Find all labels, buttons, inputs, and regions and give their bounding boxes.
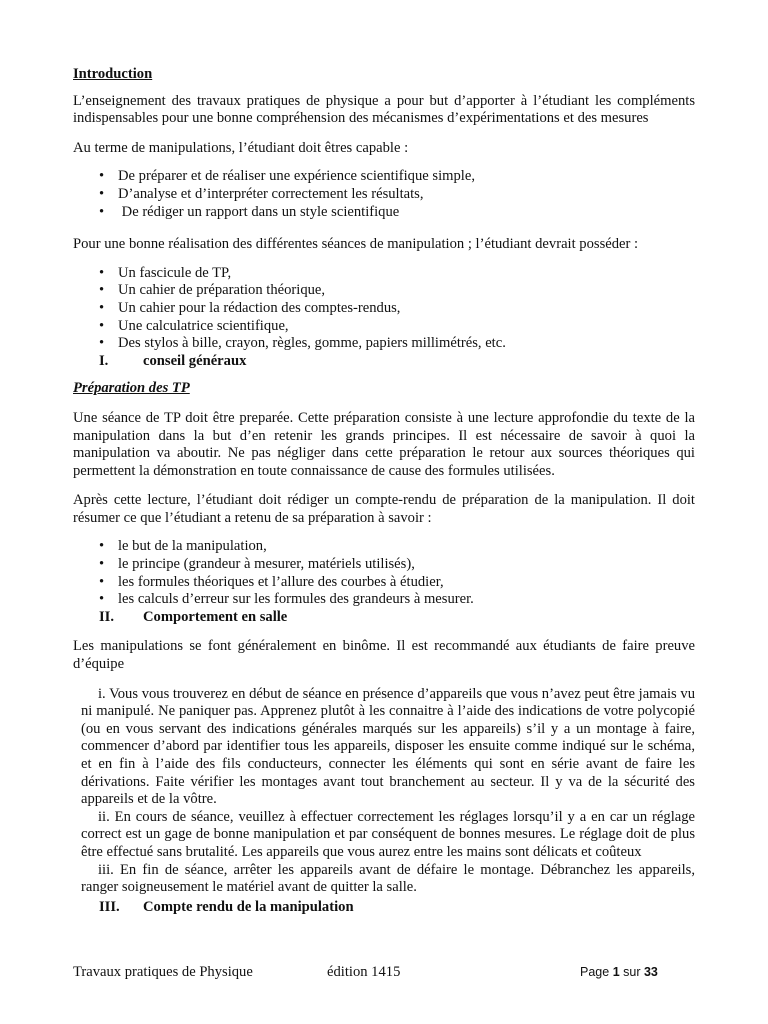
section-title: conseil généraux: [143, 352, 247, 369]
section-number: I.: [99, 352, 109, 369]
behaviour-item-2: ii. En cours de séance, veuillez à effectuer correctement les réglages lorsqu’il y a en car un réglage correct est un gage de bonne manipulation et par conséquent de bonnes mesures. Le réglage doit de plus être effectué sans brutalité. Les appareils que vous aurez entre les mains sont délicats et coûteux: [81, 808, 695, 860]
list-item: • les formules théoriques et l’allure des courbes à étudier,: [73, 574, 695, 592]
intro-heading: Introduction: [73, 66, 153, 82]
behaviour-item-3: iii. En fin de séance, arrêter les appareils avant de défaire le montage. Débranchez les appareils, ranger soigneusement le matériel avant de quitter la salle.: [81, 861, 695, 896]
list-item: • les calculs d’erreur sur les formules des grandeurs à mesurer.: [73, 591, 695, 609]
page-number: [580, 965, 658, 979]
section-title: Compte rendu de la manipulation: [143, 898, 354, 915]
section-heading-1: [73, 353, 695, 371]
intro-paragraph-2: Au terme de manipulations, l’étudiant doit êtres capable :: [73, 139, 409, 156]
section-heading-2: [73, 609, 695, 627]
list-item: • De rédiger un rapport dans un style scientifique: [73, 204, 695, 222]
list-item: • Un fascicule de TP,: [73, 265, 695, 283]
list-item: • le principe (grandeur à mesurer, matériels utilisés),: [73, 556, 695, 574]
behaviour-item-1: i. Vous vous trouverez en début de séance en présence d’appareils que vous n’avez peut être jamais vu ni manipulé. Ne paniquer pas. Apprenez plutôt à les connaitre à l’aide des indications de votre polycopié (ou en vous servant des indications générales marqués sur les appareils) s’il y a un montage à faire, commencer d’abord par identifier tous les appareils, disposer les ensuite comme indiqué sur le schéma, et en fin à l’aide des fils conducteurs, connecter les éléments qui sont en série avant de faire les dérivations. Faite vérifier les montages avant tout branchement au secteur. Il y va de la sécurité des appareils et de la vôtre.: [81, 685, 695, 808]
intro-paragraph-1: L’enseignement des travaux pratiques de physique a pour but d’apporter à l’étudiant les compléments indispensables pour une bonne compréhension des mécanismes d’expérimentations et des mesures: [73, 92, 695, 127]
list-item: • Des stylos à bille, crayon, règles, gomme, papiers millimétrés, etc.: [73, 335, 695, 353]
section-number: II.: [99, 608, 115, 625]
preparation-heading: Préparation des TP: [73, 380, 190, 397]
prep-list: [73, 538, 695, 608]
behaviour-paragraph: Les manipulations se font généralement en binôme. Il est recommandé aux étudiants de faire preuve d’équipe: [73, 638, 695, 673]
list-item: • Un cahier de préparation théorique,: [73, 282, 695, 300]
list-item: • le but de la manipulation,: [73, 538, 695, 556]
list-item: • De préparer et de réaliser une expérience scientifique simple,: [73, 168, 695, 186]
materials-list: [73, 265, 695, 353]
page-total: 33: [643, 965, 658, 979]
section-number: III.: [99, 898, 120, 915]
section-heading-3: [73, 899, 695, 917]
footer-title: Travaux pratiques de Physique: [73, 964, 253, 980]
section-title: Comportement en salle: [143, 608, 288, 625]
page-current: 1: [612, 965, 620, 979]
list-item: • D’analyse et d’interpréter correctement les résultats,: [73, 186, 695, 204]
prep-paragraph-2: Après cette lecture, l’étudiant doit rédiger un compte-rendu de préparation de la manipulation. Il doit résumer ce que l’étudiant a retenu de sa préparation à savoir :: [73, 492, 695, 526]
footer-edition: édition 1415: [327, 964, 401, 980]
intro-paragraph-3: Pour une bonne réalisation des différentes séances de manipulation ; l’étudiant devrait posséder :: [73, 236, 639, 253]
skills-list: [73, 168, 695, 221]
list-item: • Un cahier pour la rédaction des comptes-rendus,: [73, 300, 695, 318]
page-label: Page: [580, 965, 610, 979]
document-page: [73, 66, 695, 926]
prep-paragraph-1: Une séance de TP doit être preparée. Cette préparation consiste à une lecture approfondie du texte de la manipulation dans la but d’en retenir les grands principes. Il est nécessaire de savoir à quoi la manipulation va aboutir. Ne pas négliger dans cette préparation le retour aux sources théoriques qui permettent la démonstration en toute connaissance de cause des formules utilisées.: [73, 409, 695, 479]
page-separator: sur: [623, 965, 641, 979]
list-item: • Une calculatrice scientifique,: [73, 318, 695, 336]
